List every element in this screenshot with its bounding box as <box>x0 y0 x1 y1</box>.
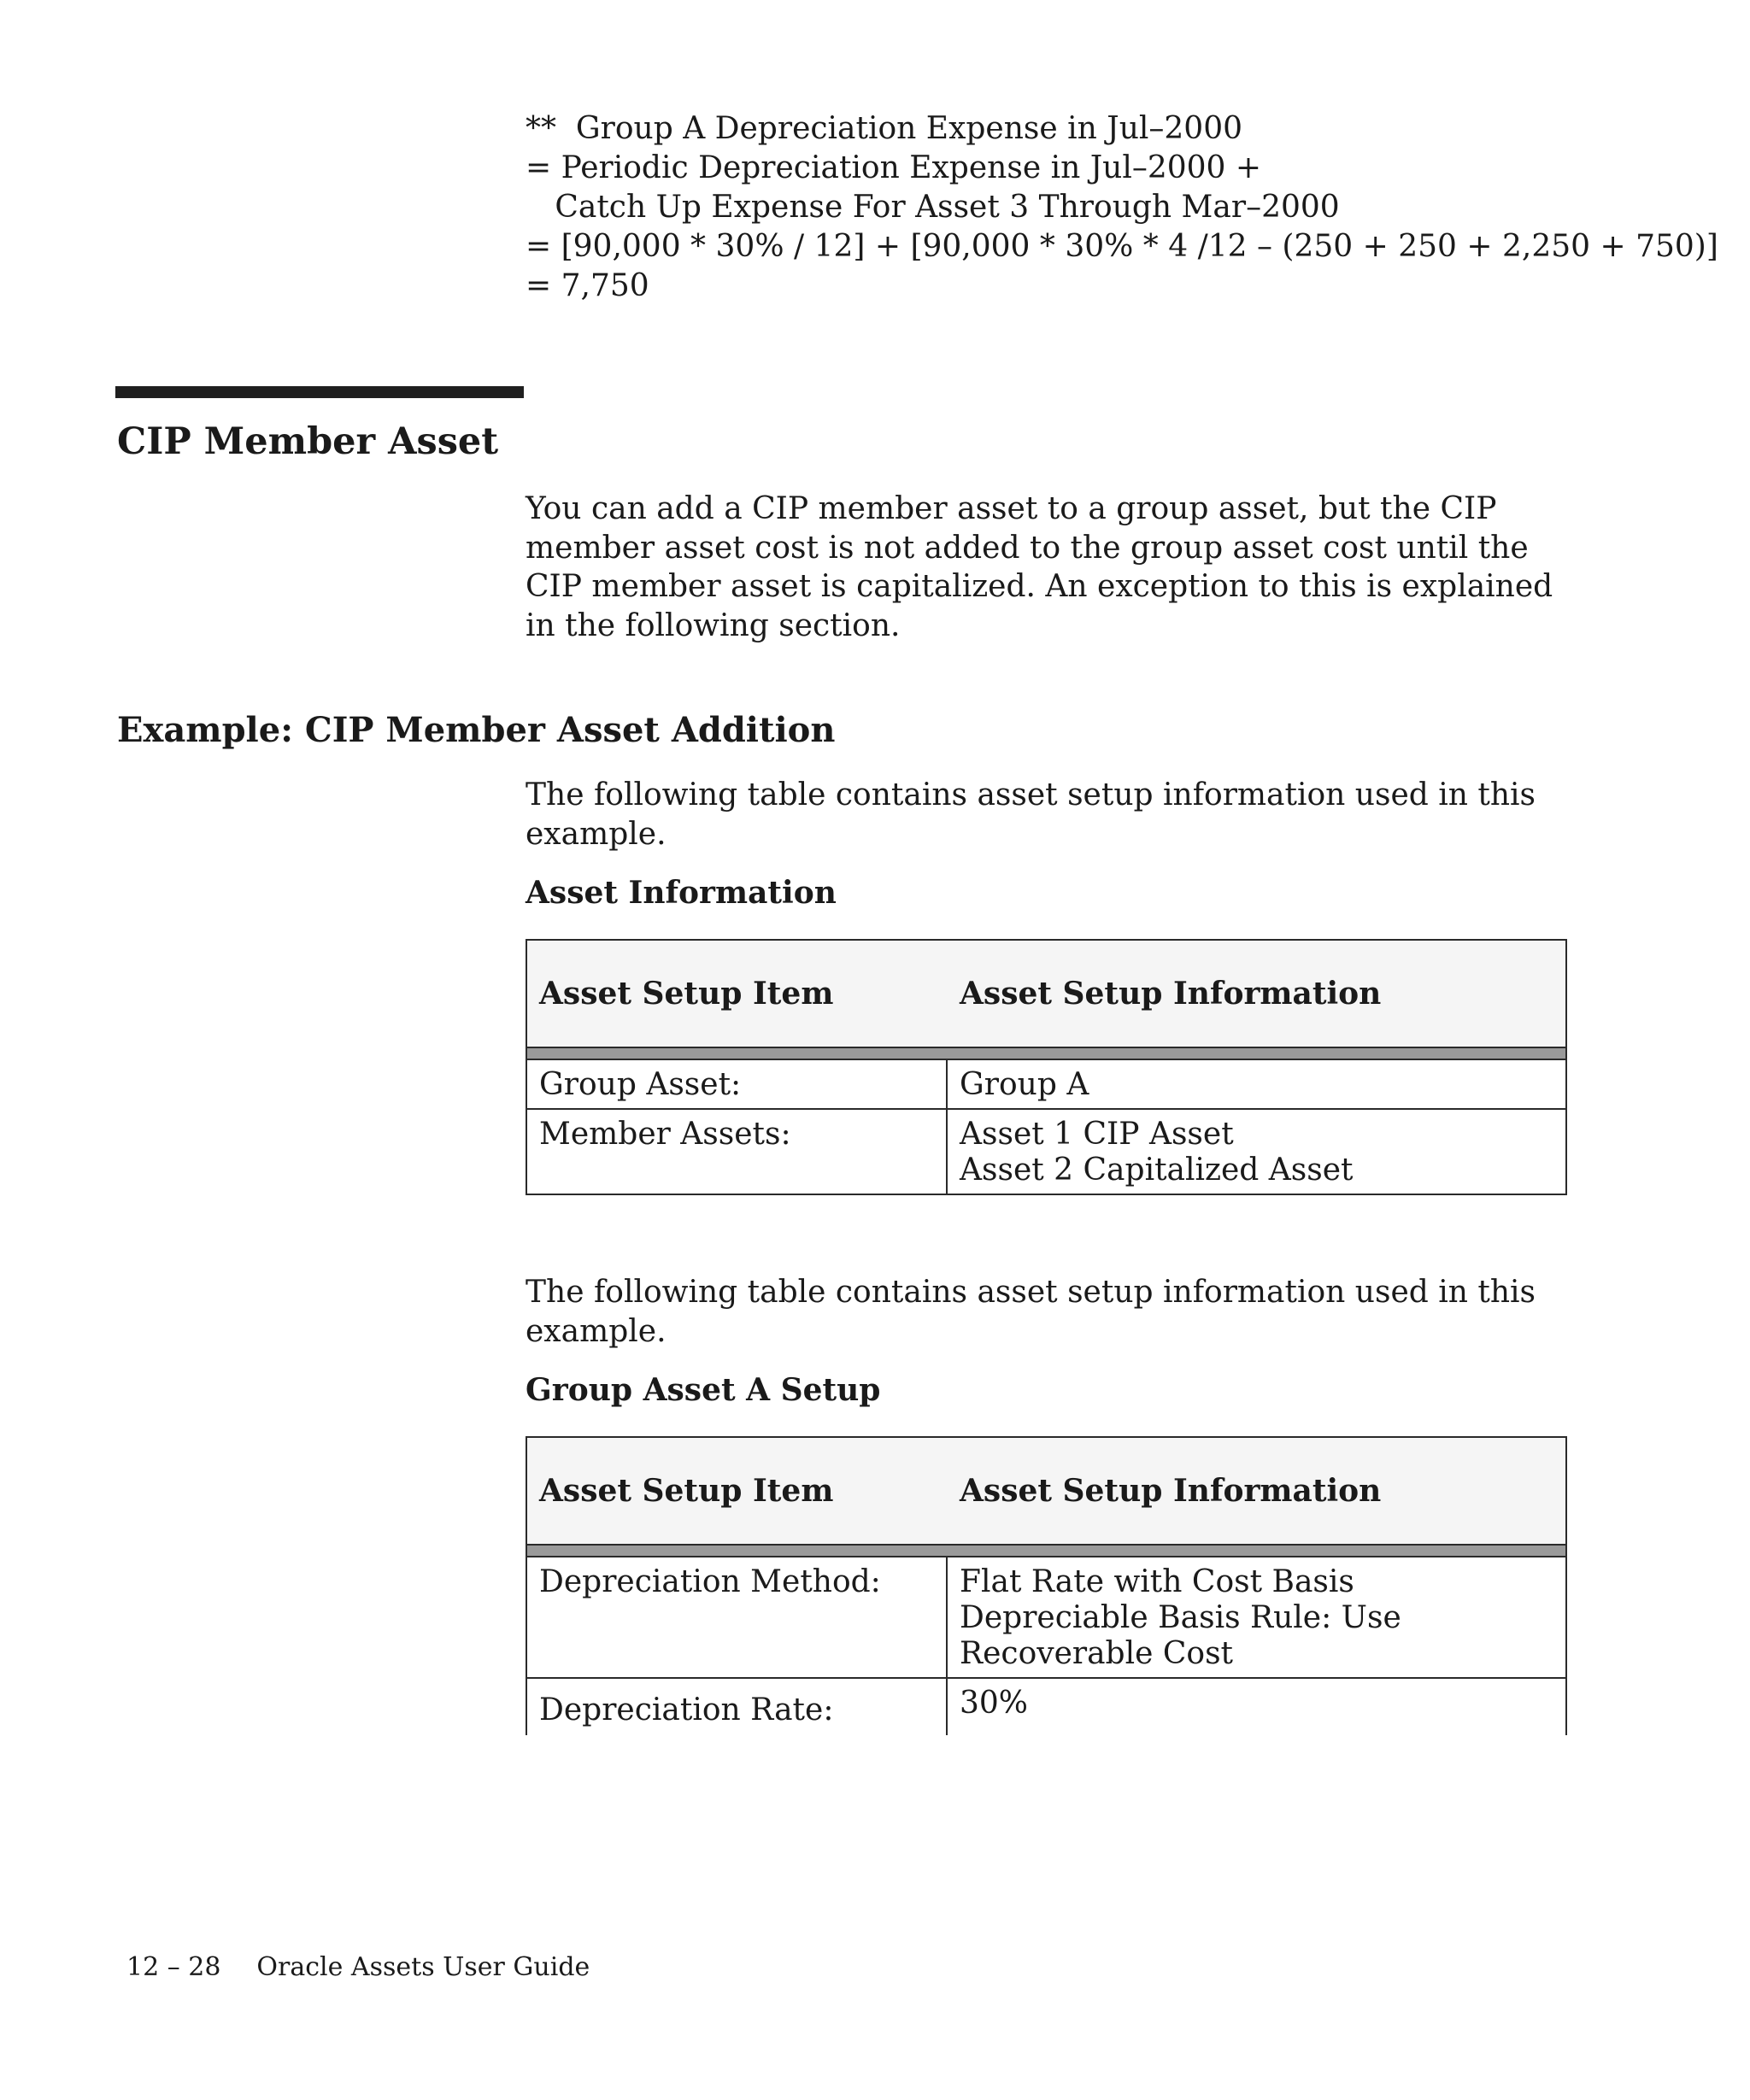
formula-line: = [90,000 * 30% / 12] + [90,000 * 30% * 4 /12 – (250 + 250 + 2,250 + 750)] <box>526 229 1718 264</box>
table-header-row <box>526 939 1567 1048</box>
table-row <box>527 1557 1565 1677</box>
table-row <box>527 1677 1565 1735</box>
cell-line: Asset 2 Capitalized Asset <box>960 1153 1354 1188</box>
book-title: Oracle Assets User Guide <box>256 1952 590 1982</box>
table-cell-item: Depreciation Method: <box>527 1557 948 1677</box>
header-separator <box>526 1048 1567 1059</box>
page-footer <box>126 1952 590 1983</box>
table-cell-info <box>948 1679 1565 1735</box>
cell-line: Asset 1 CIP Asset <box>960 1117 1234 1152</box>
table-body <box>526 1556 1567 1735</box>
header-separator <box>526 1546 1567 1556</box>
table-cell-item: Group Asset: <box>527 1060 948 1108</box>
table-row <box>527 1108 1565 1194</box>
table-header-row <box>526 1436 1567 1546</box>
table-cell-info <box>948 1060 1565 1108</box>
column-header: Asset Setup Item <box>539 976 834 1012</box>
table2-caption: Group Asset A Setup <box>526 1372 881 1408</box>
example-heading: Example: CIP Member Asset Addition <box>117 710 836 750</box>
table-cell-item: Member Assets: <box>527 1110 948 1194</box>
group-asset-setup-table <box>526 1436 1567 1735</box>
section-divider <box>115 386 524 398</box>
column-header: Asset Setup Item <box>539 1473 834 1509</box>
asset-information-table <box>526 939 1567 1195</box>
table-cell-item: Depreciation Rate: <box>527 1679 948 1735</box>
formula-line: = Periodic Depreciation Expense in Jul–2000 + <box>526 150 1262 185</box>
table-body <box>526 1059 1567 1195</box>
table2-intro-paragraph: The following table contains asset setup information used in this example. <box>526 1275 1536 1349</box>
column-header: Asset Setup Information <box>960 1473 1382 1509</box>
formula-line: Catch Up Expense For Asset 3 Through Mar–2000 <box>526 190 1340 225</box>
cell-line: Depreciable Basis Rule: Use Recoverable Cost <box>960 1600 1401 1671</box>
table-cell-info <box>948 1557 1565 1677</box>
section-intro-paragraph: You can add a CIP member asset to a group asset, but the CIP member asset cost is not added to the group asset cost until the CIP member asset is capitalized. An exception to this is explained in the following section. <box>526 491 1553 643</box>
formula-line: ** Group A Depreciation Expense in Jul–2000 <box>526 111 1243 146</box>
section-heading: CIP Member Asset <box>117 420 499 463</box>
cell-line: Group A <box>960 1067 1089 1102</box>
column-header: Asset Setup Information <box>960 976 1382 1012</box>
formula-line: = 7,750 <box>526 268 649 303</box>
table-row <box>527 1060 1565 1108</box>
table1-caption: Asset Information <box>526 875 837 911</box>
table1-intro-paragraph: The following table contains asset setup information used in this example. <box>526 777 1536 852</box>
cell-line: Flat Rate with Cost Basis <box>960 1564 1354 1599</box>
page-number: 12 – 28 <box>126 1952 221 1982</box>
table-cell-info <box>948 1110 1565 1194</box>
depreciation-formula <box>526 109 1718 306</box>
cell-line: 30% <box>960 1686 1029 1721</box>
